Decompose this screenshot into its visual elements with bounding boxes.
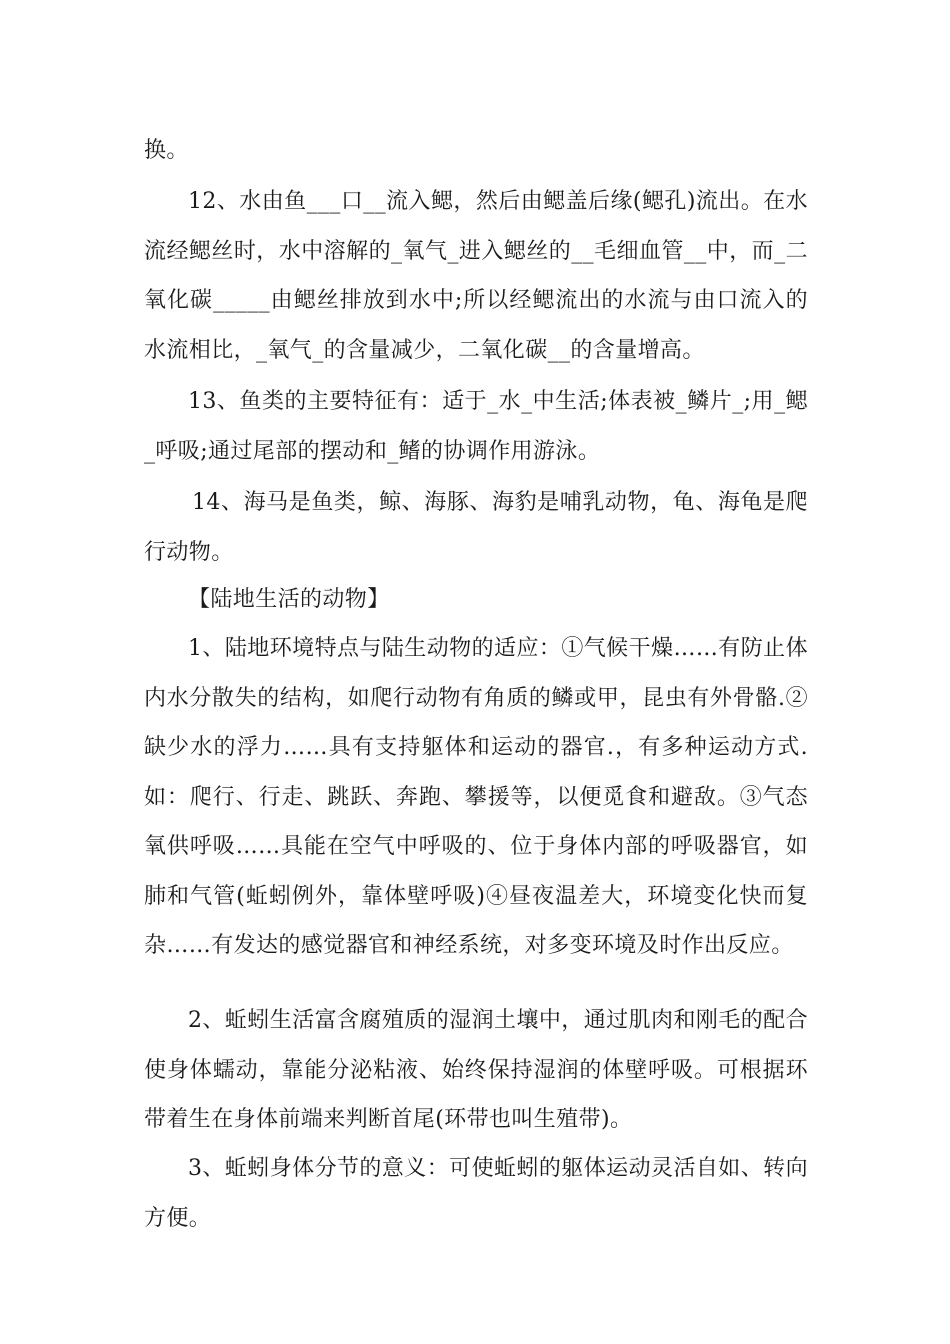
paragraph-land-3	[144, 1144, 808, 1243]
paragraph-text: 3、蚯蚓身体分节的意义：可使蚯蚓的躯体运动灵活自如、转向方便。	[144, 1156, 808, 1231]
paragraph-text: 13、鱼类的主要特征有：适于_水_中生活;体表被_鳞片_;用_鳃_呼吸;通过尾部的摆动和_鳍的协调作用游泳。	[144, 389, 808, 464]
paragraph-text: 1、陆地环境特点与陆生动物的适应：①气候干燥……有防止体内水分散失的结构，如爬行动物有角质的鳞或甲，昆虫有外骨骼.②缺少水的浮力……具有支持躯体和运动的器官.，有多种运动方式.如：爬行、行走、跳跃、奔跑、攀援等，以便觅食和避敌。③气态氧供呼吸……具能在空气中呼吸的、位于身体内部的呼吸器官，如肺和气管(蚯蚓例外，靠体壁呼吸)④昼夜温差大，环境变化快而复杂……有发达的感觉器官和神经系统，对多变环境及时作出反应。	[144, 636, 808, 958]
paragraph-text: 2、蚯蚓生活富含腐殖质的湿润土壤中，通过肌肉和刚毛的配合使身体蠕动，靠能分泌粘液、始终保持湿润的体壁呼吸。可根据环带着生在身体前端来判断首尾(环带也叫生殖带)。	[144, 1008, 808, 1132]
section-heading	[144, 575, 808, 625]
paragraph-12	[144, 177, 808, 375]
paragraph-land-1	[144, 624, 808, 971]
paragraph-text: 14、海马是鱼类，鲸、海豚、海豹是哺乳动物，龟、海龟是爬行动物。	[144, 490, 808, 565]
paragraph-text: 12、水由鱼___口__流入鳃，然后由鳃盖后缘(鳃孔)流出。在水流经鳃丝时，水中溶解的_氧气_进入鳃丝的__毛细血管__中，而_二氧化碳_____由鳃丝排放到水中;所以经鳃流出的水流与由口流入的水流相比，_氧气_的含量减少，二氧化碳__的含量增高。	[144, 189, 808, 363]
paragraph-text: 换。	[144, 138, 189, 163]
paragraph-land-2	[144, 996, 808, 1145]
paragraph-13	[144, 377, 808, 476]
paragraph-14	[144, 478, 808, 577]
paragraph-continuation	[144, 126, 808, 176]
section-title: 【陆地生活的动物】	[188, 587, 390, 612]
